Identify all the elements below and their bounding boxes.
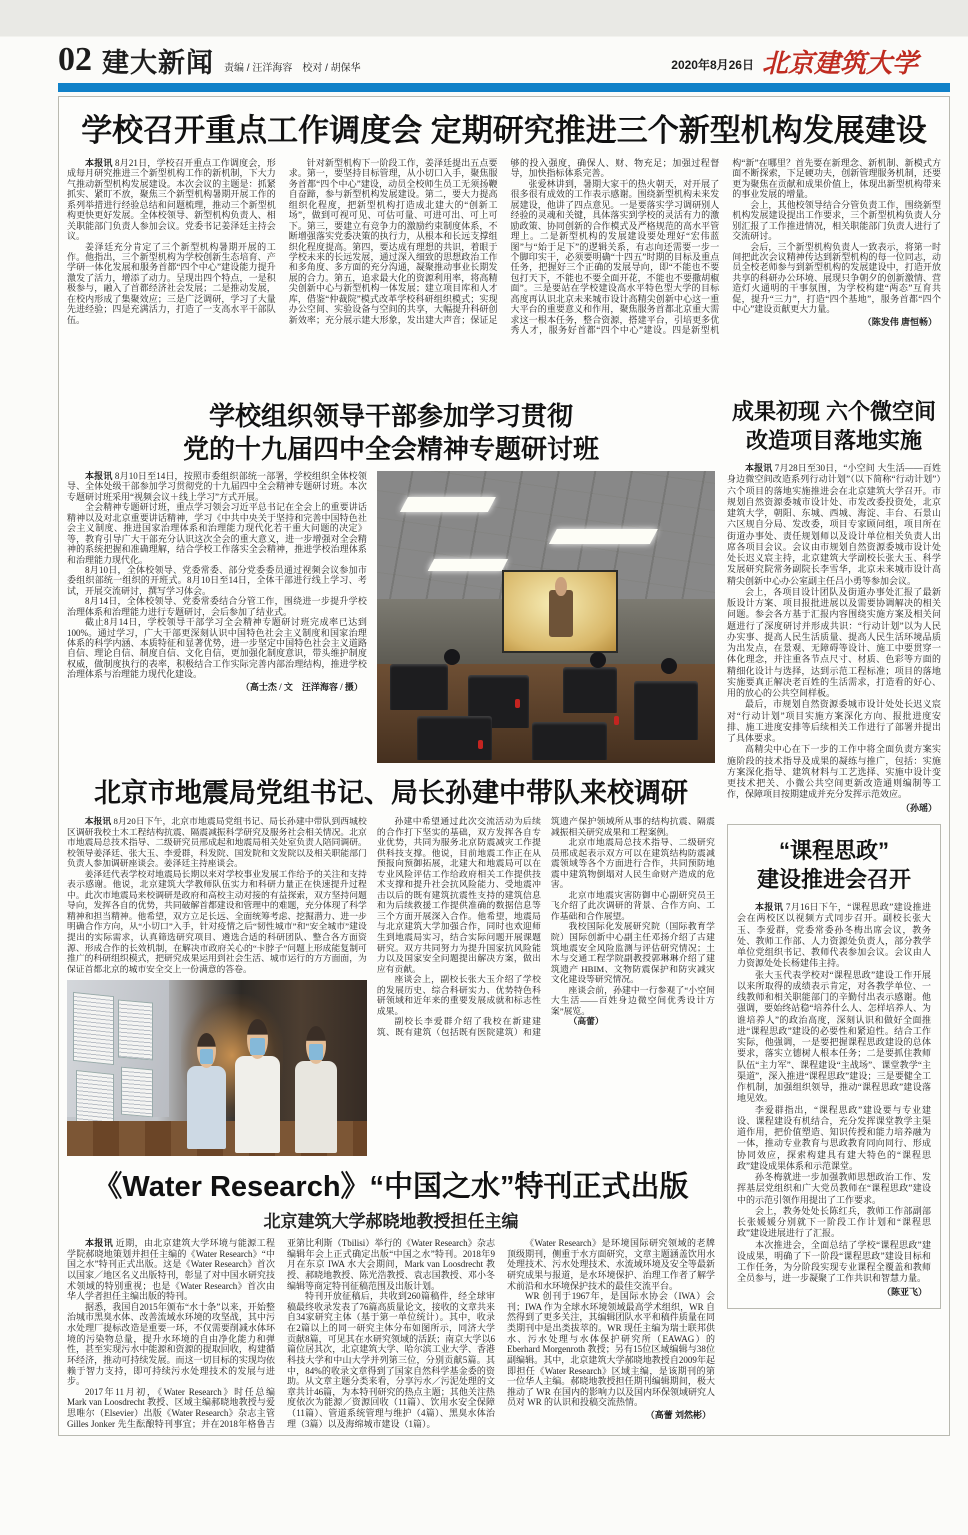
speaker-on-screen — [549, 590, 574, 637]
article3-content — [67, 816, 715, 1156]
paragraph: 会上，各项目设计团队及街道办事处汇报了最新版设计方案、项目报批进展以及需要协调解决的相关问题。参会各方基于汇报内容围绕实施方案及相关问题进行了深度研讨并形成共识：“行动计划”以为人民办实事、提高人民生活质量、提高人民生活环境品质为出发点，在景观、无障碍等设计、施工中要贯穿一体化理念，并注重各节点尺寸、材质、色彩等方面的精细化设计与选择，达到示范工程标准；项目的落地实施要真正解决老百姓的生活需求，打造看的好心、用的放心的公共空间样板。 — [727, 586, 941, 699]
figure-body — [187, 1066, 226, 1150]
photo-corridor-visit — [67, 980, 367, 1156]
chair — [532, 722, 606, 760]
article2-headline: 学校组织领导干部参加学习贯彻 党的十九届四中全会精神专题研讨班 — [182, 401, 599, 464]
paper-name-logo: 北京建筑大学 — [761, 49, 918, 78]
masthead — [0, 37, 968, 81]
paragraph: 姜泽廷代表学校对地震局长期以来对学校事业发展工作给予的关注和支持表示感谢。他说，北京建筑大学教师队伍实力和科研力量正在快速提升过程中。此次市地震局来校调研是政府和高校主动对接的有益探索，双方坚持问题导向，发挥各自的优势，共同破解首都建设和管理中的难题，充分体现了科学精神和担当精神。他希望，双方立足长远、全面统筹考虑、挖掘潜力、进一步明确合作方向，从“小切口”入手，针对疫情之后“韧性城市”和“安全城市”建设提出的实际需求，认真筛选研究项目、遴选合适的科研团队、整合各方面资源、形成合作的长效机制，在解决市政府关心的“卡脖子”问题上形成能复制可推广的科研组织模式，把研究成果运用到社会生活、城市运行的方方面面，为保证首都北京的城市安全交上一份满意的答卷。 — [67, 868, 367, 974]
article2-byline: （高士杰 / 文 汪洋海容 / 摄） — [240, 681, 363, 692]
paragraph: 张爱林讲到，暑期大家干的热火朝天，对开展了很多很有成效的工作表示感谢。围绕新型机构未来发展建设，他讲了四点意见。一是要落实学习调研别人经验的灵魂和关键，具体落实到学校的灵活有力的激励政策、协同创新的合作模式及严格规范的高水平管理上。二是新型机构的发展建设要处理好“宏伟蓝图”与“始于足下”的逻辑关系，有志向还需要一步一个脚印实干，必须要明确“十四五”时期的目标及重点任务，把握好三个正确的发展导向，即“不能也不要包打天下，不能也不要全面开花，不能也不要撒胡椒面”。三是要站在学校建设高水平特色型大学的目标高度再认识北京未来城市设计高精尖创新中心这一重大平台的重要意义和作用，聚焦服务首都北京重大需求这一根本任务，整合资源，搭建平台，引培更多优秀人才，服务好首都“四个中心”建设。四是新型机构“新”在哪里？首先要在新理念、新机制、新模式方面不断探索，下足硬功夫，创新管理服务机制，还要更为聚焦在贡献和成果价值上，体现出新型机构带来的事业发展的增量。 — [510, 158, 941, 335]
page-content-frame — [58, 96, 950, 1436]
paragraph: 孙冬梅就进一步加强教师思想政治工作、发挥基层党组织和广大党员教师在“课程思政”建设中的示范引领作用提出了工作要求。 — [737, 1172, 931, 1205]
paragraph: 孙建中希望通过此次交流活动为后续的合作打下坚实的基础，双方发挥各自专业优势，共同为服务北京防震减灾工作提供科技支撑。他说，目前地震工作正在从预报向预御拓展，北建大和地震局可以在专业风险评估工作给政府相关工作提供技术支撑和提升社会抗风险能力、受地震冲击以后的既有建筑抗震性支持的建筑信息和为后续救援工作提供准确的数据信息等三个方面开展深入合作。他希望，地震局与北京建筑大学加强合作，同时也欢迎师生到地震局实习，结合实际问题开展课题研究。双方共同努力为提升国家抗风险能力以及国家安全问题提出解决方案，做出应有贡献。 — [376, 816, 541, 974]
face-mask — [200, 1049, 213, 1064]
lede-label: 本报讯 — [755, 902, 784, 913]
exhibit-poster — [118, 1000, 153, 1061]
article2-body — [67, 471, 367, 763]
chair — [563, 667, 617, 714]
article2-content — [67, 471, 715, 763]
article-study-seminar — [67, 400, 715, 763]
paragraph: 北京市地震局总技术指导、二级研究员邢成起表示双方可以在建筑结构防震减震领域等各个方面进行合作，共同预防地震中建筑物倒塌对人民生命财产造成的危害。 — [550, 837, 715, 890]
divider-bar — [58, 83, 950, 92]
lede-label: 本报讯 — [85, 158, 113, 168]
water-bottle — [614, 716, 619, 725]
paragraph: 座谈会上，副校长张大玉介绍了学校的发展历史、综合科研实力、优势特色科研领域和近年来的重要发展成就和标志性成果。 — [376, 974, 541, 1016]
projection-screen — [502, 570, 618, 653]
paragraph: 北京市地震灾害防御中心副研究员王飞介绍了此次调研的背景、合作方向、工作基础和合作展望。 — [550, 889, 715, 921]
ceiling-light — [549, 529, 658, 544]
paragraph: 8月14日，全体校领导、党委常委结合分管工作，围绕进一步提升学校治理体系和治理能力进行专题研讨，会后参加了结业式。 — [67, 596, 367, 617]
article1-headline: 学校召开重点工作调度会 定期研究推进三个新型机构发展建设 — [81, 113, 927, 148]
paragraph: 本报讯 8月21日，学校召开重点工作调度会，形成每月研究推进三个新型机构工作的新机制，下大力气推动新型机构发展建设。本次会议的主题是：抓紧抓实、紧盯不放，聚焦三个新型机构暑期开展工作的系列举措进行经验总结和问题梳理，推动三个新型机构更快更好发展。全体校领导、新型机构负责人、相关职能部门负责人参加会议。党委书记姜泽廷主持会议。 — [67, 158, 276, 242]
figure-body — [295, 1061, 337, 1152]
figure-body — [235, 1056, 280, 1152]
article1-body — [67, 158, 941, 390]
article4-subtitle: 北京建筑大学郝晓地教授担任主编 — [263, 1212, 519, 1232]
paragraph: 本报讯 8月20日下午，北京市地震局党组书记、局长孙建中带队到西城校区调研我校土木工程结构抗震、隔震减振科学研究及服务社会相关情况。北京市地震局总技术指导、二级研究员邢成起和地震局相关处室负责人陪同调研。校领导姜泽廷、张大玉、李爱群，科发院、国发院和文发院以及相关职能部门负责人参加调研座谈会。姜泽廷主持座谈会。 — [67, 816, 367, 869]
paragraph: 会上，其他校领导结合分管负责工作，围绕新型机构发展建设提出工作要求，三个新型机构负责人分别汇报了工作推进情况，相关职能部门负责人进行了交流研讨。 — [732, 199, 941, 242]
paragraph: 座谈会前，孙建中一行参观了“小空间 大生活——百姓身边微空间优秀设计方案”展览。 — [550, 984, 715, 1016]
paragraph: 副校长李爱群介绍了我校在新建建筑、既有建筑（包括既有医院建筑）和建筑遗产保护领域所从事的结构抗震、隔震减振相关研究成果和工程案例。 — [376, 816, 715, 1037]
audience-head — [661, 658, 677, 674]
masthead-right — [671, 51, 948, 77]
article3-body-right — [377, 816, 715, 1156]
lede-label: 本报讯 — [85, 471, 113, 481]
article4-body — [67, 1238, 715, 1429]
article3-left — [67, 816, 367, 1156]
chair — [417, 716, 491, 760]
sidebar1-byline: （孙瑶） — [900, 802, 937, 813]
water-bottle — [478, 740, 483, 749]
paragraph: 姜泽廷充分肯定了三个新型机构暑期开展的工作。他指出，三个新型机构为学校创新生态培育、产学研一体化发展和服务首都“四个中心”建设能力提升激发了活力，增添了动力。呈现出四个特点，一是积极参与，融入了首都经济社会发展；二是推动发展，在校内形成了集聚效应；三是广泛调研，学习了大量先进经验；四是充满活力，打造了一支高水平干部队伍。 — [67, 241, 276, 325]
paragraph: 会上，教务处处长陈红兵，教师工作部副部长张媛媛分别就下一阶段工作计划和“课程思政”建设进展进行了汇报。 — [737, 1205, 931, 1239]
visitor-figure — [187, 1033, 226, 1149]
sidebar2-byline: （陈亚飞） — [881, 1286, 927, 1297]
exhibit-poster — [73, 992, 114, 1065]
paragraph: 本报讯 8月10日至14日，按照市委组织部统一部署，学校组织全体校领导、全体处级干部参加学习贯彻党的十九届四中全会精神专题研讨班。本次专题研讨班采用“视频会议＋线上学习”方式开展。 — [67, 471, 367, 502]
masthead-left — [58, 43, 361, 77]
article1-byline: （陈发伟 唐恒畅） — [862, 316, 937, 327]
page-number: 02 — [58, 41, 92, 78]
paragraph: 本报讯 7月16日下午，“课程思政”建设推进会在两校区以视频方式同步召开。副校长张大玉、李爱群，党委常委孙冬梅出席会议，教务处、教师工作部、人力资源处负责人，部分教学单位党组织书记、教师代表参加会议。会议由人力资源处处长杨建伟主持。 — [737, 902, 931, 969]
sidebar2-headline: “课程思政” 建设推进会召开 — [756, 837, 911, 892]
photo-conference-room — [377, 471, 715, 763]
paragraph: WR 创刊于1967年，是国际水协会（IWA）会刊；IWA 作为全球水环境领域最高学术组织，WR 自然得到了更多关注，其编辑团队水平和稿件质量在同类期刊中是出类拔萃的。WR 现任主编为瑞士联邦供水、污水处理与水体保护研究所（EAWAG）的 Eberhard Morgenroth 教授；另有15位区域编辑与38位副编辑。其中，北京建筑大学郝晓地教授自2009年起即担任《Water Research》区域主编，是该期刊的第一位华人主编。郝晓地教授担任期刊编辑期间，极大推动了 WR 在国内的影响力以及国内环保领域研究人员对 WR 的认识和投稿交流热情。 — [507, 1291, 715, 1408]
water-bottle — [515, 699, 520, 708]
exhibit-poster — [121, 1067, 153, 1118]
paragraph: 李爱群指出，“课程思政”建设要与专业建设、课程建设有机结合，充分发挥课堂教学主渠道作用，把价值塑造、知识传授和能力培养融为一体，推动专业教育与思政教育同向同行、形成协同效应，探索构建具有建大特色的“课程思政”建设成果体系和示范课堂。 — [737, 1104, 931, 1171]
sidebar2-body — [737, 902, 931, 1298]
paragraph: 2017年11月初，《Water Research》时任总编 Mark van Loosdrecht 教授、区域主编郝晓地教授与爱思唯尔（Elsevier）出版《Water Research》杂志主管 Gilles Jonker 先生酝酿特刊事宜；并在2018年格鲁吉亚第比利斯（Tbilisi）举行的《Water Research》杂志编辑年会上正式确定出版“中国之水”特刊。2018年9月在东京 IWA 水大会期间，Mark van Loosdrecht 教授、郝晓地教授、陈光浩教授、袁志国教授、邓小冬编辑等商定特刊征稿范围及出版计划。 — [67, 1238, 495, 1429]
article-water-research-special-issue — [67, 1164, 715, 1429]
article3-headline: 北京市地震局党组书记、局长孙建中带队来校调研 — [94, 778, 688, 808]
page-top-margin — [0, 0, 968, 37]
paragraph: 8月10日，全体校领导、党委常委、部分党委委员通过视频会议参加市委组织部统一组织的开班式。8月10日至14日，全体干部进行线上学习、考试，开展交流研讨，撰写学习体会。 — [67, 564, 367, 596]
audience-head — [590, 652, 606, 668]
chair — [634, 681, 698, 739]
paragraph: 最后，市规划自然资源委城市设计处处长迟义宸对“行动计划”项目实施方案深化方向、报批进度安排、施工进度安排等后续相关工作进行了部署并提出了具体要求。 — [727, 699, 941, 744]
paragraph: 截止8月14日，学校领导干部学习全会精神专题研讨班完成率已达到100%。通过学习，广大干部更深刻认识中国特色社会主义制度和国家治理体系的科学内涵、本质特征和显著优势，进一步坚定中国特色社会主义道路自信、理论自信、制度自信、文化自信，更加强化制度意识，带头维护制度权威，做制度执行的表率，积极结合工作实际完善内部治理结构，推进学校治理体系与治理能力现代化建设。 — [67, 617, 367, 680]
lede-label: 本报讯 — [745, 463, 773, 474]
paragraph: 高精尖中心在下一步的工作中将全面负责方案实施阶段的技术指导及成果的凝练与推广，包括：实施方案深化指导、建筑材料与工艺选择、实施中设计变更技术把关、小微公共空间更新改造通则编制等工作，保障项目按期建成并充分发挥示范效应。 — [727, 744, 941, 800]
paragraph: 《Water Research》是环境国际研究领域的老牌顶级期刊，侧重于水方面研究，文章主题涵盖饮用水处理技术、污水处理技术、水流域环境及安全等最新研究成果与报道，是水环境保护、治理工作者了解学术前沿和水环境保护技术的最佳交流平台。 — [507, 1238, 715, 1291]
chair — [390, 664, 447, 711]
ceiling-light — [400, 497, 496, 512]
paragraph: 特刊开放征稿后，共收到260篇稿件，经全球审稿最终收录发表了76篇高质量论文，接收的文章共来自34家研究主体（基于第一单位统计）。其中，收录在2篇以上的同一研究主体分布如图所示，同济大学贡献8篇，可见其在水研究领域的活跃；南京大学以6篇位居其次，北京建筑大学、哈尔滨工业大学、香港科技大学和中山大学并列第三位，分别贡献5篇。其中，84%的收录文章得到了国家自然科学基金委的资助。从文章主题分类来看，分享污水／污泥处理的文章共计46篇，为本特刊研究的热点主题；其他关注热度依次为能源／资源回收（11篇）、饮用水安全保障（11篇）、管道系统管理与维护（4篇）、黑臭水体治理（3篇）以及海绵城市建设（1篇）。 — [287, 1291, 495, 1429]
visitor-figure — [295, 1026, 337, 1153]
section-title: 建大新闻 — [102, 48, 214, 78]
paragraph: 会后，三个新型机构负责人一致表示，将第一时间把此次会议精神传达到新型机构的每一位同志，动员全校老师参与到新型机构的发展建设中，打造开放共享的科研办公环境、展现只争朝夕的创新激情、营造灯火通明的干事氛围，为学校构建“两态”互育共促，提升“三力”，打造“四个基地”，服务首都“四个中心”建设贡献更大力量。 — [732, 241, 941, 315]
sidebar1-headline: 成果初现 六个微空间 改造项目落地实施 — [731, 399, 937, 453]
face-mask — [309, 1044, 323, 1060]
article3-body-left — [67, 816, 367, 974]
masthead-editors: 责编 / 汪洋海容 校对 / 胡保华 — [224, 63, 361, 74]
face-mask — [250, 1038, 265, 1055]
ceiling-light — [428, 559, 509, 571]
paragraph: 本报讯 近期，由北京建筑大学环境与能源工程学院郝晓地策划并担任主编的《Water Research》“中国之水”特刊正式出版。这是《Water Research》首次以国家／地区名义出版特刊，彰显了对中国水研究技术领域的特别重视；也是《Water Research》首次由华人学者担任主编出版的特刊。 — [67, 1238, 275, 1302]
article2-photo-wrap — [377, 471, 715, 763]
lede-label: 本报讯 — [85, 1238, 114, 1249]
paragraph: 据悉，我国自2015年颁布“水十条”以来，开始整治城市黑臭水体、改善流域水环境的攻坚战，其中污水处理厂提标改造是重要一环，不仅需要削减水体环境的污染物总量，提升水环境的自由净化能力和弹性，甚至实现污水中能源和资源的提取回收，构建循环经济，推动可持续发展。而这一切目标的实现均依赖于智力支持，即可持续污水处理技术的发展与进步。 — [67, 1301, 275, 1387]
paragraph: 全会精神专题研讨班，重点学习领会习近平总书记在全会上的重要讲话精神以及对北京重要讲话精神，学习《中共中央关于坚持和完善中国特色社会主义制度、推进国家治理体系和治理能力现代化若干重大问题的决定》等，教育引导广大干部充分认识这次全会的重大意义，进一步增强对全会精神的系统把握和准确理解，结合学校工作落实全会精神，推进学校治理体系和治理能力现代化。 — [67, 502, 367, 565]
paragraph: 本报讯 7月28日至30日，“小空间 大生活——百姓身边微空间改造系列行动计划”（以下简称“行动计划”）六个项目的落地实施推进会在北京建筑大学召开。市规划自然资源委城市设计处、市发改委投资处，北京建筑大学，朝阳、东城、西城、海淀、丰台、石景山六区规自分局、发改委，项目专家顾问组，项目所在街道办事处、责任规划师以及设计单位相关负责人出席各项目会议。会议由市规划自然资源委城市设计处处长迟义宸主持，北京建筑大学副校长张大玉、科学发展研究院常务副院长李雪华，北京未来城市设计高精尖创新中心办公室副主任吕小勇等参加会议。 — [727, 463, 941, 586]
main-column — [67, 394, 715, 1429]
article3-byline: （高蕾） — [568, 1016, 604, 1027]
sidebar1-body — [727, 463, 941, 814]
paragraph: 针对新型机构下一阶段工作，姜泽廷提出五点要求。第一，要坚持目标管理，从小切口入手，聚焦服务首都“四个中心”建设，动员全校师生员工无须扬鞭自奋蹄，参与新型机构发展建设。第二，要大力提高组织化程度，把新型机构打造成北建大的“创新工场”，做到可视可见、可估可量、可进可出、可上可下。第三，要建立有竞争力的激励约束制度体系，不断增强落实党委决策的执行力，从根本和长远支撑组织化程度提高。第四，要达成有理想的共识，着眼于学校未来的长远发展，通过深入细致的思想政治工作和多角度、多方面的充分沟通，凝聚推动事业长期发展的合力。第五，追求最大化的资源利用率，将高精尖创新中心与新型机构一体发展；建立项目库和人才库，借鉴“仲裁院”模式改革学校科研组织模式；实现办公空间、实验设备与空间的共享，大幅提升科研创新效率；充分展示建大形象，发出建大声音；保证足够的投入强度，确保人、财、物充足；加强过程督导，加快指标体系完善。 — [288, 158, 720, 325]
issue-date: 2020年8月26日 — [671, 58, 754, 72]
visitor-figure — [235, 1019, 280, 1153]
paragraph: 我校国际化发展研究院（国际教育学院）国际创新中心副主任邓扬介绍了古建筑地震安全风险监测与评估研究情况；土木与交通工程学院副教授郭琳琳介绍了建筑遗产 HBIM、文物防震保护和防灾减灾文化建设等研究情况。 — [550, 921, 715, 985]
article4-byline: （高蕾 刘然彬） — [645, 1409, 711, 1420]
right-column — [727, 394, 941, 1429]
paragraph: 本次推进会，全面总结了学校“课程思政”建设成果，明确了下一阶段“课程思政”建设目标和工作任务，为分阶段实现专业课程全覆盖和教师全员参与，进一步凝聚了工作共识和智慧力量。 — [737, 1239, 931, 1284]
lede-label: 本报讯 — [84, 816, 112, 826]
article-micro-space-projects — [727, 398, 941, 814]
paragraph: 张大玉代表学校对“课程思政”建设工作开展以来所取得的成绩表示肯定，对各教学单位、一线教师和相关职能部门的辛勤付出表示感谢。他强调，要始终站稳“培养什么人、怎样培养人、为谁培养人”的政治高度，深刻认识和做好全面推进“课程思政”建设的必要性和紧迫性。结合工作实际，他强调，一是要把握课程思政建设的总体要求，落实立德树人根本任务；二是要抓住教师队伍“主力军”、课程建设“主战场”、课堂教学“主渠道”，深入推进“课程思政”建设；三是要健全工作机制，加强组织领导，推动“课程思政”建设落地见效。 — [737, 969, 931, 1104]
article-curriculum-ideology-meeting — [727, 824, 941, 1309]
lower-band — [67, 394, 941, 1429]
article-work-dispatch-meeting — [67, 105, 941, 390]
article-seismological-bureau-visit — [67, 771, 715, 1156]
article4-headline: 《Water Research》“中国之水”特刊正式出版 — [93, 1171, 689, 1204]
exhibit-poster — [76, 1070, 114, 1129]
